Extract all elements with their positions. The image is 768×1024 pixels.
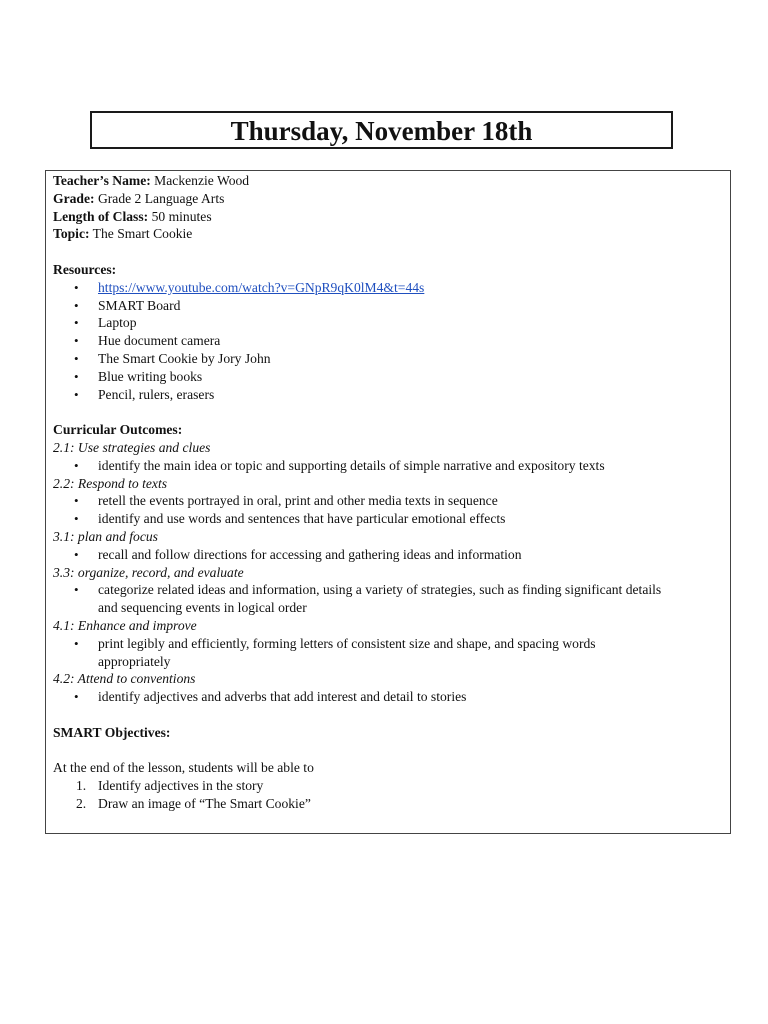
objectives-list xyxy=(53,777,724,813)
youtube-link[interactable]: https://www.youtube.com/watch?v=GNpR9qK0lM4&t=44s xyxy=(98,279,425,295)
grade-value: Grade 2 Language Arts xyxy=(97,190,225,206)
outcome-list xyxy=(53,688,724,706)
list-item[interactable] xyxy=(53,279,724,297)
length-line xyxy=(53,208,724,226)
topic-line xyxy=(53,225,724,243)
spacer xyxy=(53,742,724,760)
teacher-line xyxy=(53,172,724,190)
grade-line xyxy=(53,190,724,208)
outcome-list xyxy=(53,581,724,617)
outcome-code: 4.2: Attend to conventions xyxy=(53,671,196,687)
list-item-text: Identify adjectives in the story xyxy=(98,778,264,794)
outcome-list xyxy=(53,635,724,671)
list-item: • SMART Board xyxy=(53,297,724,315)
topic-label: Topic: xyxy=(53,226,90,242)
topic-value: The Smart Cookie xyxy=(92,226,193,242)
lesson-plan-box xyxy=(45,170,731,834)
teacher-value: Mackenzie Wood xyxy=(154,173,250,188)
list-item: • identify the main idea or topic and supporting details of simple narrative and expository texts xyxy=(53,457,724,475)
list-item-line: • categorize related ideas and information, using a variety of strategies, such as finding significant details xyxy=(98,582,662,598)
list-item: • identify and use words and sentences that have particular emotional effects xyxy=(53,510,724,528)
spacer xyxy=(53,403,724,421)
list-item-text: Draw an image of “The Smart Cookie” xyxy=(98,795,311,811)
title-box xyxy=(90,111,673,149)
outcomes-heading: Curricular Outcomes: xyxy=(53,422,183,438)
list-item: • Laptop xyxy=(53,314,724,332)
outcome-code: 2.2: Respond to texts xyxy=(53,475,168,491)
outcome-code: 4.1: Enhance and improve xyxy=(53,617,197,633)
objectives-heading: SMART Objectives: xyxy=(53,724,171,740)
list-item: • Pencil, rulers, erasers xyxy=(53,386,724,404)
teacher-label: Teacher’s Name: xyxy=(53,173,151,188)
grade-label: Grade: xyxy=(53,190,95,206)
resources-list xyxy=(53,279,724,404)
resources-heading: Resources: xyxy=(53,261,117,277)
list-item xyxy=(53,581,724,617)
list-item: • Hue document camera xyxy=(53,332,724,350)
list-item: • recall and follow directions for accessing and gathering ideas and information xyxy=(53,546,724,564)
outcome-code: 3.3: organize, record, and evaluate xyxy=(53,564,244,580)
spacer xyxy=(53,706,724,724)
list-item-line: and sequencing events in logical order xyxy=(98,600,307,616)
spacer xyxy=(53,243,724,261)
list-item: • Blue writing books xyxy=(53,368,724,386)
outcome-code: 2.1: Use strategies and clues xyxy=(53,439,211,455)
outcome-list xyxy=(53,492,724,528)
outcome-code: 3.1: plan and focus xyxy=(53,528,158,544)
length-value: 50 minutes xyxy=(151,208,212,224)
list-item xyxy=(53,635,724,671)
list-item-line: • print legibly and efficiently, forming letters of consistent size and shape, and spacing words xyxy=(98,635,596,651)
objectives-intro: At the end of the lesson, students will be able to xyxy=(53,760,314,776)
page-title: Thursday, November 18th xyxy=(230,115,533,146)
list-item xyxy=(53,777,724,795)
outcome-list xyxy=(53,457,724,475)
list-number: 2. xyxy=(76,795,87,811)
list-item-line: appropriately xyxy=(98,653,171,669)
length-label: Length of Class: xyxy=(53,208,149,224)
list-item: • The Smart Cookie by Jory John xyxy=(53,350,724,368)
list-item: • retell the events portrayed in oral, print and other media texts in sequence xyxy=(53,492,724,510)
list-item: • identify adjectives and adverbs that add interest and detail to stories xyxy=(53,688,724,706)
list-number: 1. xyxy=(76,778,87,794)
outcome-list xyxy=(53,546,724,564)
list-item xyxy=(53,795,724,813)
